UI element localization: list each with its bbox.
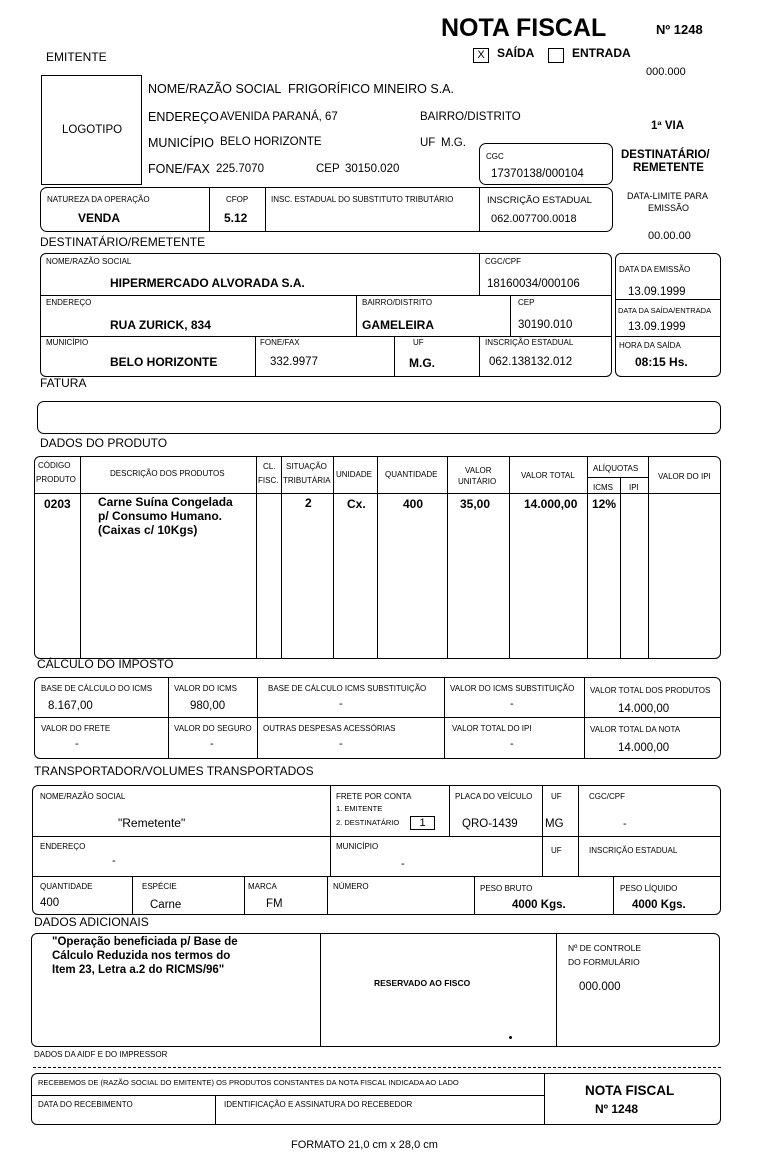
emitente-cgc-label: CGC	[486, 152, 504, 161]
h-valor-total: VALOR TOTAL	[521, 471, 575, 480]
produtos-section: DADOS DO PRODUTO	[40, 436, 168, 450]
dest-nome-label: NOME/RAZÃO SOCIAL	[46, 257, 132, 266]
outras-value: -	[339, 738, 343, 750]
dest-cep-label: CEP	[518, 298, 535, 307]
emitente-endereco-label: ENDEREÇO	[148, 110, 219, 124]
frete-op2: 2. DESTINATÁRIO	[336, 818, 400, 827]
entrada-label: ENTRADA	[572, 46, 631, 60]
top-code: 000.000	[646, 66, 686, 78]
transp-cgc: -	[623, 818, 627, 830]
valor-subst: -	[510, 698, 514, 710]
cut-line	[33, 1067, 721, 1068]
data-limite-line1: DATA-LIMITE PARA	[627, 191, 709, 201]
via-label: 1ª VIA	[651, 120, 685, 132]
emitente-uf-label: UF	[420, 137, 436, 149]
controle-line2: DO FORMULÁRIO	[568, 957, 640, 967]
imposto-section: CÁLCULO DO IMPOSTO	[37, 657, 174, 671]
dest-endereco: RUA ZURICK, 834	[110, 318, 211, 332]
emitente-endereco: AVENIDA PARANÁ, 67	[220, 111, 338, 123]
h-valor-unit-2: UNITÁRIO	[458, 477, 497, 486]
total-ipi-label: VALOR TOTAL DO IPI	[452, 724, 532, 733]
quantidade-label: QUANTIDADE	[40, 882, 93, 891]
h-quantidade: QUANTIDADE	[385, 470, 438, 479]
natureza-value: VENDA	[78, 211, 121, 225]
peso-liq-label: PESO LÍQUIDO	[620, 884, 678, 893]
h-icms: ICMS	[593, 483, 613, 492]
prod-valor-unit: 35,00	[460, 497, 491, 511]
dest-bairro: GAMELEIRA	[362, 318, 434, 332]
quantidade-value: 400	[40, 897, 60, 909]
frete-conta-label: FRETE POR CONTA	[336, 792, 412, 801]
emitente-fone: 225.7070	[216, 163, 264, 175]
dest-cep: 30190.010	[518, 319, 573, 331]
dest-rem-line2: REMETENTE	[633, 162, 704, 174]
seguro-value: -	[210, 738, 214, 750]
fisco-dot	[509, 1036, 512, 1039]
base-icms-label: BASE DE CÁLCULO DO ICMS	[41, 684, 153, 693]
data-recebimento-label: DATA DO RECEBIMENTO	[38, 1100, 133, 1109]
total-nota: 14.000,00	[618, 742, 670, 754]
saida-label: SAÍDA	[497, 46, 535, 60]
prod-desc-1: Carne Suína Congelada	[98, 495, 233, 509]
dest-rem-line1: DESTINATÁRIO/	[621, 149, 710, 161]
data-emissao: 13.09.1999	[628, 286, 686, 298]
insc-estadual-value: 062.007700.0018	[491, 213, 577, 225]
prod-quantidade: 400	[403, 497, 424, 511]
data-limite-line2: EMISSÃO	[648, 203, 690, 213]
hora-saida-label: HORA DA SAÍDA	[619, 341, 681, 350]
entrada-checkbox[interactable]	[548, 48, 564, 63]
valor-icms-label: VALOR DO ICMS	[174, 684, 237, 693]
h-cl-2: FISC.	[258, 476, 279, 485]
cfop-label: CFOP	[226, 195, 249, 204]
fatura-section: FATURA	[40, 376, 87, 390]
dest-bairro-label: BAIRRO/DISTRITO	[362, 298, 433, 307]
base-subst: -	[339, 698, 343, 710]
dest-municipio: BELO HORIZONTE	[110, 355, 218, 369]
prod-desc-3: (Caixas c/ 10Kgs)	[98, 523, 198, 537]
controle-value: 000.000	[579, 981, 621, 993]
prod-valor-total: 14.000,00	[524, 497, 578, 511]
transp-municipio: -	[401, 858, 405, 870]
recebemos-label: RECEBEMOS DE (RAZÃO SOCIAL DO EMITENTE) OS PRODUTOS CONSTANTES DA NOTA FISCAL INDICADA AO LADO	[38, 1078, 459, 1087]
h-codigo-1: CÓDIGO	[38, 461, 71, 470]
adicionais-texto-2: Cálculo Reduzida nos termos do	[52, 950, 231, 962]
h-valor-unit-1: VALOR	[465, 466, 492, 475]
transp-cgc-label: CGC/CPF	[589, 792, 625, 801]
dest-uf-label: UF	[413, 338, 424, 347]
adicionais-section: DADOS ADICIONAIS	[34, 915, 149, 929]
emitente-municipio: BELO HORIZONTE	[220, 136, 322, 148]
marca-value: FM	[266, 898, 283, 910]
emitente-bairro-label: BAIRRO/DISTRITO	[420, 111, 521, 123]
identificacao-label: IDENTIFICAÇÃO E ASSINATURA DO RECEBEDOR	[224, 1100, 413, 1109]
prod-codigo: 0203	[44, 497, 71, 511]
insc-estadual-label: INSCRIÇÃO ESTADUAL	[487, 195, 592, 206]
dest-cgc-label: CGC/CPF	[485, 257, 521, 266]
operacao-box	[40, 187, 613, 232]
h-valor-ipi: VALOR DO IPI	[658, 472, 711, 481]
h-unidade: UNIDADE	[336, 470, 373, 479]
transp-uf2-label: UF	[551, 846, 562, 855]
peso-bruto: 4000 Kgs.	[512, 899, 566, 911]
prod-situacao: 2	[305, 496, 312, 510]
transp-uf-label: UF	[551, 792, 562, 801]
natureza-label: NATUREZA DA OPERAÇÃO	[47, 195, 150, 204]
total-prod: 14.000,00	[618, 703, 670, 715]
adicionais-texto-1: "Operação beneficiada p/ Base de	[52, 936, 238, 948]
transportador-section: TRANSPORTADOR/VOLUMES TRANSPORTADOS	[34, 764, 314, 778]
saida-checkbox[interactable]: X	[473, 48, 489, 63]
transp-insc-label: INSCRIÇÃO ESTADUAL	[589, 846, 678, 855]
dest-nome: HIPERMERCADO ALVORADA S.A.	[110, 276, 305, 290]
prod-icms: 12%	[592, 497, 617, 511]
data-saida: 13.09.1999	[628, 321, 686, 333]
dest-endereco-label: ENDEREÇO	[46, 298, 92, 307]
emitente-cgc: 17370138/000104	[491, 168, 584, 180]
logo: LOGOTIPO	[62, 124, 123, 136]
emitente-nome-label: NOME/RAZÃO SOCIAL	[148, 82, 282, 96]
emitente-nome: FRIGORÍFICO MINEIRO S.A.	[288, 82, 454, 96]
transp-nome-label: NOME/RAZÃO SOCIAL	[40, 792, 126, 801]
h-descricao: DESCRIÇÃO DOS PRODUTOS	[110, 469, 225, 478]
data-emissao-label: DATA DA EMISSÃO	[619, 265, 691, 274]
document-number: Nº 1248	[656, 22, 703, 37]
frete-value: -	[75, 738, 79, 750]
dest-fone: 332.9977	[270, 356, 318, 368]
peso-bruto-label: PESO BRUTO	[480, 884, 533, 893]
transp-municipio-label: MUNICÍPIO	[336, 842, 379, 851]
emitente-fone-label: FONE/FAX	[148, 162, 210, 176]
data-limite-value: 00.00.00	[648, 230, 691, 242]
adicionais-texto-3: Item 23, Letra a.2 do RICMS/96"	[52, 964, 225, 976]
controle-line1: Nº DE CONTROLE	[568, 943, 642, 953]
dest-cgc: 18160034/000106	[487, 278, 580, 290]
h-situacao-1: SITUAÇÃO	[286, 462, 327, 471]
data-saida-label: DATA DA SAÍDA/ENTRADA	[618, 306, 712, 315]
document-title: NOTA FISCAL	[441, 14, 607, 42]
reservado-fisco: RESERVADO AO FISCO	[374, 978, 471, 988]
aidf-label: DADOS DA AIDF E DO IMPRESSOR	[34, 1050, 168, 1059]
dest-municipio-label: MUNICÍPIO	[46, 338, 89, 347]
frete-value-box[interactable]: 1	[410, 816, 435, 830]
h-aliquotas: ALÍQUOTAS	[593, 464, 639, 473]
total-ipi: -	[510, 738, 514, 750]
frete-label: VALOR DO FRETE	[41, 724, 111, 733]
placa-label: PLACA DO VEÍCULO	[455, 792, 533, 801]
emitente-cep: 30150.020	[345, 163, 400, 175]
dest-insc: 062.138132.012	[489, 356, 573, 368]
h-ipi: IPI	[629, 483, 639, 492]
formato-label: FORMATO 21,0 cm x 28,0 cm	[291, 1139, 438, 1151]
cfop-value: 5.12	[224, 211, 248, 225]
total-nota-label: VALOR TOTAL DA NOTA	[590, 725, 681, 734]
prod-unidade: Cx.	[347, 497, 366, 511]
fatura-box	[37, 401, 721, 434]
dest-insc-label: INSCRIÇÃO ESTADUAL	[485, 338, 574, 347]
dest-fone-label: FONE/FAX	[260, 338, 300, 347]
dest-uf: M.G.	[409, 356, 435, 370]
especie-value: Carne	[150, 899, 182, 911]
marca-label: MARCA	[248, 882, 277, 891]
placa-value: QRO-1439	[462, 818, 518, 830]
destinatario-section: DESTINATÁRIO/REMETENTE	[40, 235, 206, 249]
emitente-label: EMITENTE	[46, 50, 107, 64]
frete-op1: 1. EMITENTE	[336, 804, 383, 813]
transp-nome: "Remetente"	[118, 816, 186, 830]
base-subst-label: BASE DE CÁLCULO ICMS SUBSTITUIÇÃO	[268, 684, 427, 693]
total-prod-label: VALOR TOTAL DOS PRODUTOS	[590, 686, 711, 695]
h-situacao-2: TRIBUTÁRIA	[283, 476, 331, 485]
transp-endereco: -	[112, 855, 116, 867]
hora-saida: 08:15 Hs.	[635, 355, 688, 369]
canhoto-number: Nº 1248	[595, 1102, 639, 1116]
emitente-cep-label: CEP	[316, 163, 340, 175]
transp-uf: MG	[545, 818, 564, 830]
prod-desc-2: p/ Consumo Humano.	[98, 509, 222, 523]
canhoto-title: NOTA FISCAL	[585, 1083, 675, 1098]
h-codigo-2: PRODUTO	[36, 475, 76, 484]
outras-label: OUTRAS DESPESAS ACESSÓRIAS	[263, 724, 396, 733]
insc-subst-label: INSC. ESTADUAL DO SUBSTITUTO TRIBUTÁRIO	[271, 195, 454, 204]
transp-endereco-label: ENDEREÇO	[40, 842, 86, 851]
emitente-uf: M.G.	[441, 137, 466, 149]
peso-liq: 4000 Kgs.	[632, 899, 686, 911]
emitente-municipio-label: MUNICÍPIO	[148, 136, 214, 150]
base-icms: 8.167,00	[48, 700, 93, 712]
valor-subst-label: VALOR DO ICMS SUBSTITUIÇÃO	[450, 684, 575, 693]
seguro-label: VALOR DO SEGURO	[174, 724, 252, 733]
especie-label: ESPÉCIE	[142, 882, 177, 891]
valor-icms: 980,00	[190, 700, 226, 712]
h-cl-1: CL.	[263, 462, 276, 471]
numero-label: NÚMERO	[333, 882, 369, 891]
